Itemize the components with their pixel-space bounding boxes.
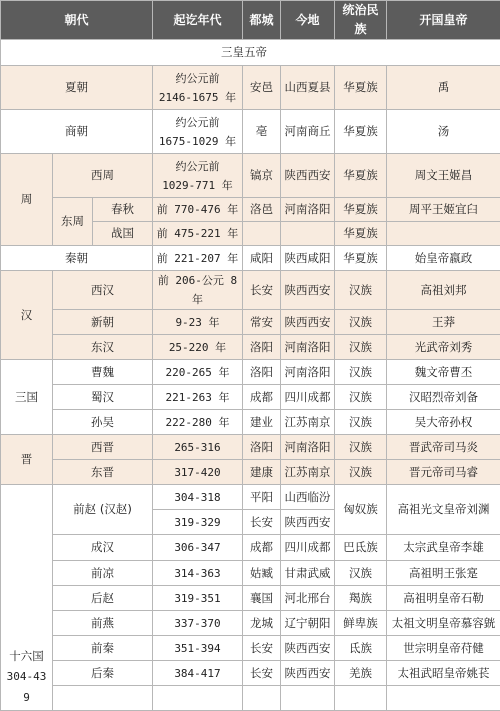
capital-cell: 咸阳 (243, 246, 281, 271)
table-row (1, 385, 500, 410)
ethnic-cell: 华夏族 (335, 222, 387, 246)
dynasty-name: 成汉 (53, 535, 153, 561)
years-cell: 265-316 (153, 435, 243, 460)
years-cell: 前 206-公元 8 年 (153, 271, 243, 310)
capital-cell: 姑臧 (243, 561, 281, 586)
founder-cell: 汤 (387, 110, 500, 154)
table-row (1, 246, 500, 271)
dynasty-name: 前燕 (53, 611, 153, 636)
dynasty-name: 曹魏 (53, 360, 153, 385)
founder-cell: 王莽 (387, 310, 500, 335)
founder-cell (387, 222, 500, 246)
dynasty-name: 东晋 (53, 460, 153, 485)
ethnic-cell: 汉族 (335, 310, 387, 335)
capital-cell: 常安 (243, 310, 281, 335)
founder-cell: 高祖光文皇帝刘渊 (387, 485, 500, 535)
ethnic-cell: 汉族 (335, 561, 387, 586)
founder-cell: 始皇帝嬴政 (387, 246, 500, 271)
table-row (1, 636, 500, 661)
capital-cell: 长安 (243, 510, 281, 535)
table-row (1, 661, 500, 686)
capital-cell: 建康 (243, 460, 281, 485)
dynasty-name: 新朝 (53, 310, 153, 335)
years-cell: 314-363 (153, 561, 243, 586)
ethnic-cell: 羯族 (335, 586, 387, 611)
founder-cell: 光武帝刘秀 (387, 335, 500, 360)
years-cell: 221-263 年 (153, 385, 243, 410)
dynasty-name: 前秦 (53, 636, 153, 661)
table-row (1, 66, 500, 110)
years-cell: 337-370 (153, 611, 243, 636)
location-cell: 山西夏县 (281, 66, 335, 110)
capital-cell: 成都 (243, 385, 281, 410)
years-cell: 351-394 (153, 636, 243, 661)
founder-cell: 太祖武昭皇帝姚苌 (387, 661, 500, 686)
ethnic-cell: 汉族 (335, 435, 387, 460)
dynasty-name: 西周 (53, 154, 153, 198)
founder-cell: 高祖明皇帝石勒 (387, 586, 500, 611)
location-cell: 陕西西安 (281, 510, 335, 535)
capital-cell (243, 686, 281, 711)
founder-cell: 高祖刘邦 (387, 271, 500, 310)
location-cell: 河南洛阳 (281, 198, 335, 222)
capital-cell: 建业 (243, 410, 281, 435)
dynasty-name: 夏朝 (1, 66, 153, 110)
capital-cell: 安邑 (243, 66, 281, 110)
ethnic-cell: 华夏族 (335, 66, 387, 110)
dynasty-name: 秦朝 (1, 246, 153, 271)
founder-cell: 世宗明皇帝苻健 (387, 636, 500, 661)
location-cell: 河南洛阳 (281, 360, 335, 385)
dynasty-name: 商朝 (1, 110, 153, 154)
founder-cell: 晋元帝司马睿 (387, 460, 500, 485)
capital-cell: 成都 (243, 535, 281, 561)
location-cell: 河南商丘 (281, 110, 335, 154)
location-cell: 陕西西安 (281, 310, 335, 335)
location-cell: 河南洛阳 (281, 435, 335, 460)
dynasty-name (53, 686, 153, 711)
years-cell: 304-318 (153, 485, 243, 510)
location-cell: 河南洛阳 (281, 335, 335, 360)
capital-cell: 亳 (243, 110, 281, 154)
period-name: 春秋 (93, 198, 153, 222)
dynasty-name: 东汉 (53, 335, 153, 360)
capital-cell (243, 222, 281, 246)
location-cell: 辽宁朝阳 (281, 611, 335, 636)
group-zhou: 周 (1, 154, 53, 246)
table-row (1, 435, 500, 460)
location-cell: 江苏南京 (281, 410, 335, 435)
ethnic-cell: 汉族 (335, 335, 387, 360)
years-cell (153, 686, 243, 711)
years-cell: 319-351 (153, 586, 243, 611)
table-row (1, 686, 500, 711)
ethnic-cell (335, 686, 387, 711)
capital-cell: 襄国 (243, 586, 281, 611)
header-founder: 开国皇帝 (387, 1, 500, 40)
ethnic-cell: 巴氐族 (335, 535, 387, 561)
location-cell: 四川成都 (281, 385, 335, 410)
founder-cell: 魏文帝曹丕 (387, 360, 500, 385)
capital-cell: 洛邑 (243, 198, 281, 222)
table-row (1, 586, 500, 611)
ethnic-cell: 氐族 (335, 636, 387, 661)
years-cell: 约公元前 2146-1675 年 (153, 66, 243, 110)
ethnic-cell: 汉族 (335, 460, 387, 485)
ethnic-cell: 汉族 (335, 271, 387, 310)
founder-cell: 太祖文明皇帝慕容皝 (387, 611, 500, 636)
capital-cell: 洛阳 (243, 435, 281, 460)
dynasty-name: 前凉 (53, 561, 153, 586)
ethnic-cell: 汉族 (335, 360, 387, 385)
founder-cell: 高祖明王张寔 (387, 561, 500, 586)
group-jin: 晋 (1, 435, 53, 485)
sanhuang-cell (1, 40, 500, 66)
capital-cell: 长安 (243, 271, 281, 310)
years-cell: 约公元前 1675-1029 年 (153, 110, 243, 154)
table-row (1, 271, 500, 310)
dynasty-name: 东周 (53, 198, 93, 246)
capital-cell: 洛阳 (243, 360, 281, 385)
sanhuang-label: 三皇五帝 (221, 45, 267, 59)
table-row (1, 110, 500, 154)
founder-cell: 吴大帝孙权 (387, 410, 500, 435)
ethnic-cell: 汉族 (335, 385, 387, 410)
founder-cell: 周平王姬宜臼 (387, 198, 500, 222)
years-cell: 前 770-476 年 (153, 198, 243, 222)
founder-cell: 汉昭烈帝刘备 (387, 385, 500, 410)
ethnic-cell: 华夏族 (335, 246, 387, 271)
capital-cell: 龙城 (243, 611, 281, 636)
header-row (1, 1, 500, 40)
founder-cell: 太宗武皇帝李雄 (387, 535, 500, 561)
founder-cell: 周文王姬昌 (387, 154, 500, 198)
ethnic-cell: 华夏族 (335, 110, 387, 154)
years-cell: 220-265 年 (153, 360, 243, 385)
location-cell: 甘肃武威 (281, 561, 335, 586)
years-cell: 317-420 (153, 460, 243, 485)
table-row (1, 40, 500, 66)
group-han: 汉 (1, 271, 53, 360)
capital-cell: 洛阳 (243, 335, 281, 360)
location-cell: 陕西西安 (281, 154, 335, 198)
header-years: 起讫年代 (153, 1, 243, 40)
location-cell: 陕西西安 (281, 661, 335, 686)
ethnic-cell: 汉族 (335, 410, 387, 435)
dynasty-name: 后赵 (53, 586, 153, 611)
table-row (1, 561, 500, 586)
table-row (1, 410, 500, 435)
years-cell: 222-280 年 (153, 410, 243, 435)
years-cell: 306-347 (153, 535, 243, 561)
period-name: 战国 (93, 222, 153, 246)
ethnic-cell: 华夏族 (335, 198, 387, 222)
location-cell: 陕西咸阳 (281, 246, 335, 271)
location-cell: 陕西西安 (281, 271, 335, 310)
years-cell: 9-23 年 (153, 310, 243, 335)
table-row (1, 535, 500, 561)
dynasty-name: 前赵 (汉赵) (53, 485, 153, 535)
table-row (1, 611, 500, 636)
table-row (1, 335, 500, 360)
capital-cell: 平阳 (243, 485, 281, 510)
group-sanguo: 三国 (1, 360, 53, 435)
ethnic-cell: 羌族 (335, 661, 387, 686)
years-cell: 前 221-207 年 (153, 246, 243, 271)
ethnic-cell: 鲜卑族 (335, 611, 387, 636)
header-capital: 都城 (243, 1, 281, 40)
location-cell: 江苏南京 (281, 460, 335, 485)
dynasty-name: 孙吴 (53, 410, 153, 435)
table-row (1, 460, 500, 485)
header-location: 今地 (281, 1, 335, 40)
years-cell: 25-220 年 (153, 335, 243, 360)
table-row (1, 310, 500, 335)
years-cell: 319-329 (153, 510, 243, 535)
location-cell (281, 222, 335, 246)
header-dynasty: 朝代 (1, 1, 153, 40)
founder-cell: 晋武帝司马炎 (387, 435, 500, 460)
location-cell: 山西临汾 (281, 485, 335, 510)
table-row (1, 360, 500, 385)
founder-cell: 禹 (387, 66, 500, 110)
capital-cell: 长安 (243, 661, 281, 686)
table-row (1, 198, 500, 222)
capital-cell: 镐京 (243, 154, 281, 198)
location-cell: 河北邢台 (281, 586, 335, 611)
ethnic-cell: 华夏族 (335, 154, 387, 198)
location-cell (281, 686, 335, 711)
ethnic-cell: 匈奴族 (335, 485, 387, 535)
years-cell: 前 475-221 年 (153, 222, 243, 246)
header-ethnic: 统治民族 (335, 1, 387, 40)
location-cell: 四川成都 (281, 535, 335, 561)
table-row (1, 154, 500, 198)
group-shiliuguo: 十六国 304-43 9 (1, 485, 53, 711)
dynasty-name: 蜀汉 (53, 385, 153, 410)
dynasty-name: 西晋 (53, 435, 153, 460)
years-cell: 384-417 (153, 661, 243, 686)
location-cell: 陕西西安 (281, 636, 335, 661)
table-row (1, 485, 500, 510)
founder-cell (387, 686, 500, 711)
dynasty-name: 西汉 (53, 271, 153, 310)
years-cell: 约公元前 1029-771 年 (153, 154, 243, 198)
dynasty-name: 后秦 (53, 661, 153, 686)
capital-cell: 长安 (243, 636, 281, 661)
